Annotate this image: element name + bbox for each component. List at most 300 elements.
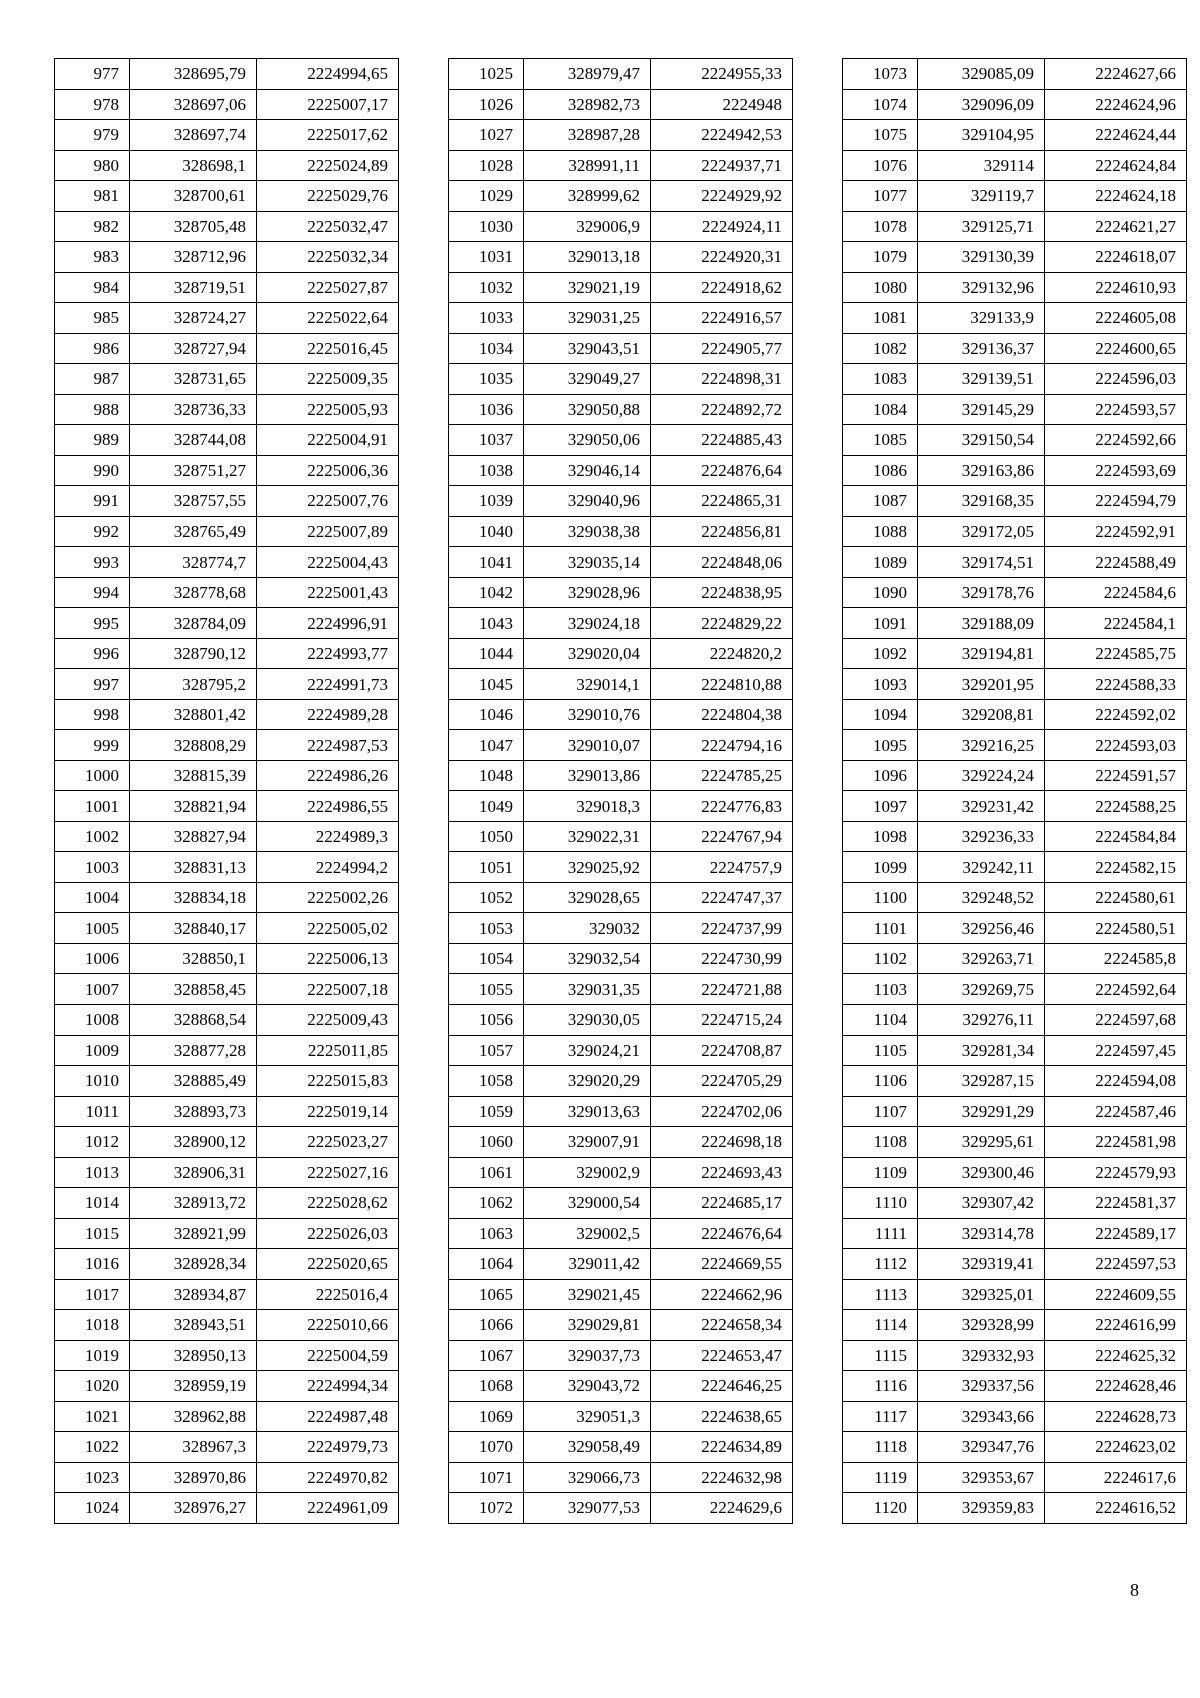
x-coordinate-cell: 328821,94 bbox=[130, 791, 257, 822]
x-coordinate-cell: 329287,15 bbox=[918, 1066, 1045, 1097]
table-row bbox=[55, 1249, 399, 1280]
table-row bbox=[449, 89, 793, 120]
table-row bbox=[449, 1096, 793, 1127]
point-number-cell: 1012 bbox=[55, 1127, 130, 1158]
table-row bbox=[843, 1096, 1187, 1127]
y-coordinate-cell: 2224776,83 bbox=[651, 791, 793, 822]
y-coordinate-cell: 2224702,06 bbox=[651, 1096, 793, 1127]
point-number-cell: 990 bbox=[55, 455, 130, 486]
table-row bbox=[55, 1157, 399, 1188]
table-row bbox=[449, 760, 793, 791]
x-coordinate-cell: 329010,76 bbox=[524, 699, 651, 730]
x-coordinate-cell: 328991,11 bbox=[524, 150, 651, 181]
x-coordinate-cell: 329024,21 bbox=[524, 1035, 651, 1066]
table-row bbox=[843, 1157, 1187, 1188]
x-coordinate-cell: 328979,47 bbox=[524, 59, 651, 90]
table-row bbox=[843, 1310, 1187, 1341]
y-coordinate-cell: 2224584,6 bbox=[1045, 577, 1187, 608]
point-number-cell: 984 bbox=[55, 272, 130, 303]
x-coordinate-cell: 328934,87 bbox=[130, 1279, 257, 1310]
x-coordinate-cell: 329035,14 bbox=[524, 547, 651, 578]
x-coordinate-cell: 329058,49 bbox=[524, 1432, 651, 1463]
x-coordinate-cell: 329011,42 bbox=[524, 1249, 651, 1280]
table-row bbox=[449, 181, 793, 212]
table-row bbox=[55, 1218, 399, 1249]
point-number-cell: 1079 bbox=[843, 242, 918, 273]
point-number-cell: 985 bbox=[55, 303, 130, 334]
table-row bbox=[843, 1493, 1187, 1524]
table-row bbox=[843, 1188, 1187, 1219]
x-coordinate-cell: 329007,91 bbox=[524, 1127, 651, 1158]
y-coordinate-cell: 2224955,33 bbox=[651, 59, 793, 90]
table-row bbox=[55, 150, 399, 181]
point-number-cell: 1075 bbox=[843, 120, 918, 151]
table-row bbox=[449, 486, 793, 517]
point-number-cell: 1091 bbox=[843, 608, 918, 639]
x-coordinate-cell: 329136,37 bbox=[918, 333, 1045, 364]
y-coordinate-cell: 2224624,96 bbox=[1045, 89, 1187, 120]
x-coordinate-cell: 328712,96 bbox=[130, 242, 257, 273]
point-number-cell: 1025 bbox=[449, 59, 524, 90]
table-row bbox=[55, 821, 399, 852]
point-number-cell: 1102 bbox=[843, 943, 918, 974]
point-number-cell: 997 bbox=[55, 669, 130, 700]
point-number-cell: 983 bbox=[55, 242, 130, 273]
coordinates-table-body bbox=[55, 59, 399, 1524]
table-row bbox=[55, 1401, 399, 1432]
point-number-cell: 1073 bbox=[843, 59, 918, 90]
coordinates-table-body bbox=[449, 59, 793, 1524]
point-number-cell: 1052 bbox=[449, 882, 524, 913]
point-number-cell: 1088 bbox=[843, 516, 918, 547]
point-number-cell: 1046 bbox=[449, 699, 524, 730]
table-row bbox=[55, 1310, 399, 1341]
table-row bbox=[449, 669, 793, 700]
point-number-cell: 1048 bbox=[449, 760, 524, 791]
x-coordinate-cell: 329269,75 bbox=[918, 974, 1045, 1005]
table-row bbox=[843, 882, 1187, 913]
y-coordinate-cell: 2224621,27 bbox=[1045, 211, 1187, 242]
point-number-cell: 1009 bbox=[55, 1035, 130, 1066]
x-coordinate-cell: 329132,96 bbox=[918, 272, 1045, 303]
y-coordinate-cell: 2224929,92 bbox=[651, 181, 793, 212]
point-number-cell: 1038 bbox=[449, 455, 524, 486]
point-number-cell: 978 bbox=[55, 89, 130, 120]
point-number-cell: 1059 bbox=[449, 1096, 524, 1127]
x-coordinate-cell: 329300,46 bbox=[918, 1157, 1045, 1188]
x-coordinate-cell: 328697,74 bbox=[130, 120, 257, 151]
table-row bbox=[55, 303, 399, 334]
point-number-cell: 1011 bbox=[55, 1096, 130, 1127]
y-coordinate-cell: 2224898,31 bbox=[651, 364, 793, 395]
table-row bbox=[843, 333, 1187, 364]
y-coordinate-cell: 2225006,36 bbox=[257, 455, 399, 486]
point-number-cell: 1080 bbox=[843, 272, 918, 303]
x-coordinate-cell: 328697,06 bbox=[130, 89, 257, 120]
point-number-cell: 991 bbox=[55, 486, 130, 517]
table-row bbox=[449, 913, 793, 944]
point-number-cell: 996 bbox=[55, 638, 130, 669]
x-coordinate-cell: 329276,11 bbox=[918, 1004, 1045, 1035]
x-coordinate-cell: 328913,72 bbox=[130, 1188, 257, 1219]
y-coordinate-cell: 2224605,08 bbox=[1045, 303, 1187, 334]
point-number-cell: 982 bbox=[55, 211, 130, 242]
table-row bbox=[55, 1462, 399, 1493]
table-row bbox=[843, 943, 1187, 974]
y-coordinate-cell: 2224804,38 bbox=[651, 699, 793, 730]
y-coordinate-cell: 2225024,89 bbox=[257, 150, 399, 181]
x-coordinate-cell: 329032,54 bbox=[524, 943, 651, 974]
x-coordinate-cell: 328705,48 bbox=[130, 211, 257, 242]
y-coordinate-cell: 2224609,55 bbox=[1045, 1279, 1187, 1310]
table-row bbox=[449, 1493, 793, 1524]
y-coordinate-cell: 2224676,64 bbox=[651, 1218, 793, 1249]
x-coordinate-cell: 329178,76 bbox=[918, 577, 1045, 608]
table-row bbox=[55, 913, 399, 944]
x-coordinate-cell: 329043,72 bbox=[524, 1371, 651, 1402]
table-row bbox=[843, 150, 1187, 181]
table-row bbox=[843, 608, 1187, 639]
table-row bbox=[55, 455, 399, 486]
y-coordinate-cell: 2224632,98 bbox=[651, 1462, 793, 1493]
y-coordinate-cell: 2224994,34 bbox=[257, 1371, 399, 1402]
point-number-cell: 1090 bbox=[843, 577, 918, 608]
y-coordinate-cell: 2224991,73 bbox=[257, 669, 399, 700]
table-row bbox=[843, 211, 1187, 242]
y-coordinate-cell: 2224596,03 bbox=[1045, 364, 1187, 395]
y-coordinate-cell: 2224600,65 bbox=[1045, 333, 1187, 364]
y-coordinate-cell: 2225026,03 bbox=[257, 1218, 399, 1249]
point-number-cell: 1035 bbox=[449, 364, 524, 395]
table-row bbox=[449, 547, 793, 578]
point-number-cell: 1003 bbox=[55, 852, 130, 883]
y-coordinate-cell: 2224987,48 bbox=[257, 1401, 399, 1432]
x-coordinate-cell: 329040,96 bbox=[524, 486, 651, 517]
y-coordinate-cell: 2225010,66 bbox=[257, 1310, 399, 1341]
table-row bbox=[449, 1218, 793, 1249]
point-number-cell: 1060 bbox=[449, 1127, 524, 1158]
table-row bbox=[843, 455, 1187, 486]
y-coordinate-cell: 2224757,9 bbox=[651, 852, 793, 883]
table-row bbox=[449, 577, 793, 608]
x-coordinate-cell: 329359,83 bbox=[918, 1493, 1045, 1524]
point-number-cell: 1120 bbox=[843, 1493, 918, 1524]
y-coordinate-cell: 2224662,96 bbox=[651, 1279, 793, 1310]
point-number-cell: 1053 bbox=[449, 913, 524, 944]
y-coordinate-cell: 2224594,79 bbox=[1045, 486, 1187, 517]
y-coordinate-cell: 2224588,33 bbox=[1045, 669, 1187, 700]
coordinates-table-body bbox=[843, 59, 1187, 1524]
table-row bbox=[843, 547, 1187, 578]
point-number-cell: 1085 bbox=[843, 425, 918, 456]
y-coordinate-cell: 2225022,64 bbox=[257, 303, 399, 334]
point-number-cell: 1070 bbox=[449, 1432, 524, 1463]
table-row bbox=[449, 943, 793, 974]
point-number-cell: 1018 bbox=[55, 1310, 130, 1341]
x-coordinate-cell: 329353,67 bbox=[918, 1462, 1045, 1493]
table-row bbox=[55, 608, 399, 639]
point-number-cell: 1106 bbox=[843, 1066, 918, 1097]
x-coordinate-cell: 329025,92 bbox=[524, 852, 651, 883]
x-coordinate-cell: 329347,76 bbox=[918, 1432, 1045, 1463]
x-coordinate-cell: 329133,9 bbox=[918, 303, 1045, 334]
point-number-cell: 1006 bbox=[55, 943, 130, 974]
x-coordinate-cell: 328784,09 bbox=[130, 608, 257, 639]
y-coordinate-cell: 2225001,43 bbox=[257, 577, 399, 608]
table-row bbox=[843, 577, 1187, 608]
point-number-cell: 1002 bbox=[55, 821, 130, 852]
x-coordinate-cell: 329038,38 bbox=[524, 516, 651, 547]
x-coordinate-cell: 328795,2 bbox=[130, 669, 257, 700]
y-coordinate-cell: 2224920,31 bbox=[651, 242, 793, 273]
y-coordinate-cell: 2224829,22 bbox=[651, 608, 793, 639]
point-number-cell: 1081 bbox=[843, 303, 918, 334]
table-row bbox=[449, 638, 793, 669]
y-coordinate-cell: 2224986,26 bbox=[257, 760, 399, 791]
y-coordinate-cell: 2224715,24 bbox=[651, 1004, 793, 1035]
point-number-cell: 1118 bbox=[843, 1432, 918, 1463]
point-number-cell: 977 bbox=[55, 59, 130, 90]
coordinates-table-1 bbox=[54, 58, 399, 1524]
x-coordinate-cell: 329145,29 bbox=[918, 394, 1045, 425]
y-coordinate-cell: 2224616,52 bbox=[1045, 1493, 1187, 1524]
x-coordinate-cell: 328999,62 bbox=[524, 181, 651, 212]
y-coordinate-cell: 2224721,88 bbox=[651, 974, 793, 1005]
x-coordinate-cell: 329030,05 bbox=[524, 1004, 651, 1035]
y-coordinate-cell: 2224993,77 bbox=[257, 638, 399, 669]
table-row bbox=[55, 1127, 399, 1158]
table-row bbox=[55, 120, 399, 151]
y-coordinate-cell: 2224592,91 bbox=[1045, 516, 1187, 547]
y-coordinate-cell: 2224924,11 bbox=[651, 211, 793, 242]
point-number-cell: 1074 bbox=[843, 89, 918, 120]
point-number-cell: 1013 bbox=[55, 1157, 130, 1188]
point-number-cell: 1097 bbox=[843, 791, 918, 822]
x-coordinate-cell: 329172,05 bbox=[918, 516, 1045, 547]
x-coordinate-cell: 329043,51 bbox=[524, 333, 651, 364]
table-row bbox=[449, 608, 793, 639]
table-row bbox=[55, 791, 399, 822]
table-row bbox=[55, 211, 399, 242]
y-coordinate-cell: 2224848,06 bbox=[651, 547, 793, 578]
x-coordinate-cell: 329013,18 bbox=[524, 242, 651, 273]
y-coordinate-cell: 2225002,26 bbox=[257, 882, 399, 913]
point-number-cell: 1096 bbox=[843, 760, 918, 791]
x-coordinate-cell: 329014,1 bbox=[524, 669, 651, 700]
point-number-cell: 1000 bbox=[55, 760, 130, 791]
table-row bbox=[55, 852, 399, 883]
y-coordinate-cell: 2224658,34 bbox=[651, 1310, 793, 1341]
table-row bbox=[449, 364, 793, 395]
point-number-cell: 1086 bbox=[843, 455, 918, 486]
table-row bbox=[449, 120, 793, 151]
y-coordinate-cell: 2224592,64 bbox=[1045, 974, 1187, 1005]
y-coordinate-cell: 2224918,62 bbox=[651, 272, 793, 303]
table-row bbox=[449, 974, 793, 1005]
y-coordinate-cell: 2225004,59 bbox=[257, 1340, 399, 1371]
y-coordinate-cell: 2224617,6 bbox=[1045, 1462, 1187, 1493]
y-coordinate-cell: 2224979,73 bbox=[257, 1432, 399, 1463]
x-coordinate-cell: 328868,54 bbox=[130, 1004, 257, 1035]
table-row bbox=[55, 1004, 399, 1035]
y-coordinate-cell: 2224580,61 bbox=[1045, 882, 1187, 913]
y-coordinate-cell: 2224589,17 bbox=[1045, 1218, 1187, 1249]
x-coordinate-cell: 329328,99 bbox=[918, 1310, 1045, 1341]
table-row bbox=[55, 59, 399, 90]
table-row bbox=[449, 150, 793, 181]
x-coordinate-cell: 329242,11 bbox=[918, 852, 1045, 883]
table-row bbox=[843, 486, 1187, 517]
x-coordinate-cell: 329018,3 bbox=[524, 791, 651, 822]
y-coordinate-cell: 2224994,2 bbox=[257, 852, 399, 883]
point-number-cell: 986 bbox=[55, 333, 130, 364]
table-row bbox=[449, 272, 793, 303]
point-number-cell: 1103 bbox=[843, 974, 918, 1005]
y-coordinate-cell: 2224970,82 bbox=[257, 1462, 399, 1493]
y-coordinate-cell: 2224591,57 bbox=[1045, 760, 1187, 791]
table-row bbox=[843, 730, 1187, 761]
y-coordinate-cell: 2224581,98 bbox=[1045, 1127, 1187, 1158]
point-number-cell: 1037 bbox=[449, 425, 524, 456]
table-row bbox=[449, 1249, 793, 1280]
x-coordinate-cell: 328943,51 bbox=[130, 1310, 257, 1341]
table-row bbox=[55, 760, 399, 791]
point-number-cell: 1109 bbox=[843, 1157, 918, 1188]
y-coordinate-cell: 2224634,89 bbox=[651, 1432, 793, 1463]
table-row bbox=[449, 394, 793, 425]
y-coordinate-cell: 2225006,13 bbox=[257, 943, 399, 974]
y-coordinate-cell: 2225009,43 bbox=[257, 1004, 399, 1035]
x-coordinate-cell: 328724,27 bbox=[130, 303, 257, 334]
x-coordinate-cell: 329028,96 bbox=[524, 577, 651, 608]
y-coordinate-cell: 2224989,3 bbox=[257, 821, 399, 852]
y-coordinate-cell: 2225007,89 bbox=[257, 516, 399, 547]
y-coordinate-cell: 2224892,72 bbox=[651, 394, 793, 425]
point-number-cell: 1065 bbox=[449, 1279, 524, 1310]
table-row bbox=[843, 1218, 1187, 1249]
table-row bbox=[843, 821, 1187, 852]
point-number-cell: 1023 bbox=[55, 1462, 130, 1493]
y-coordinate-cell: 2225016,45 bbox=[257, 333, 399, 364]
x-coordinate-cell: 328987,28 bbox=[524, 120, 651, 151]
table-row bbox=[843, 1035, 1187, 1066]
y-coordinate-cell: 2224584,1 bbox=[1045, 608, 1187, 639]
y-coordinate-cell: 2224582,15 bbox=[1045, 852, 1187, 883]
table-row bbox=[843, 1127, 1187, 1158]
y-coordinate-cell: 2224989,28 bbox=[257, 699, 399, 730]
x-coordinate-cell: 329020,04 bbox=[524, 638, 651, 669]
table-row bbox=[55, 943, 399, 974]
y-coordinate-cell: 2224579,93 bbox=[1045, 1157, 1187, 1188]
point-number-cell: 1061 bbox=[449, 1157, 524, 1188]
table-row bbox=[449, 1310, 793, 1341]
y-coordinate-cell: 2224669,55 bbox=[651, 1249, 793, 1280]
x-coordinate-cell: 328698,1 bbox=[130, 150, 257, 181]
x-coordinate-cell: 328840,17 bbox=[130, 913, 257, 944]
point-number-cell: 1054 bbox=[449, 943, 524, 974]
point-number-cell: 987 bbox=[55, 364, 130, 395]
y-coordinate-cell: 2224785,25 bbox=[651, 760, 793, 791]
point-number-cell: 1115 bbox=[843, 1340, 918, 1371]
y-coordinate-cell: 2225005,02 bbox=[257, 913, 399, 944]
point-number-cell: 1108 bbox=[843, 1127, 918, 1158]
point-number-cell: 1050 bbox=[449, 821, 524, 852]
y-coordinate-cell: 2224585,75 bbox=[1045, 638, 1187, 669]
table-row bbox=[843, 1340, 1187, 1371]
point-number-cell: 1024 bbox=[55, 1493, 130, 1524]
point-number-cell: 1084 bbox=[843, 394, 918, 425]
table-row bbox=[55, 181, 399, 212]
y-coordinate-cell: 2224585,8 bbox=[1045, 943, 1187, 974]
table-row bbox=[55, 638, 399, 669]
y-coordinate-cell: 2224987,53 bbox=[257, 730, 399, 761]
y-coordinate-cell: 2225019,14 bbox=[257, 1096, 399, 1127]
x-coordinate-cell: 328970,86 bbox=[130, 1462, 257, 1493]
x-coordinate-cell: 329037,73 bbox=[524, 1340, 651, 1371]
y-coordinate-cell: 2225009,35 bbox=[257, 364, 399, 395]
y-coordinate-cell: 2224730,99 bbox=[651, 943, 793, 974]
table-row bbox=[449, 699, 793, 730]
table-row bbox=[449, 1462, 793, 1493]
x-coordinate-cell: 329013,86 bbox=[524, 760, 651, 791]
y-coordinate-cell: 2224646,25 bbox=[651, 1371, 793, 1402]
x-coordinate-cell: 329168,35 bbox=[918, 486, 1045, 517]
x-coordinate-cell: 329188,09 bbox=[918, 608, 1045, 639]
point-number-cell: 1001 bbox=[55, 791, 130, 822]
y-coordinate-cell: 2224810,88 bbox=[651, 669, 793, 700]
y-coordinate-cell: 2225017,62 bbox=[257, 120, 399, 151]
y-coordinate-cell: 2224628,73 bbox=[1045, 1401, 1187, 1432]
table-row bbox=[449, 59, 793, 90]
table-row bbox=[449, 1279, 793, 1310]
x-coordinate-cell: 329051,3 bbox=[524, 1401, 651, 1432]
x-coordinate-cell: 329020,29 bbox=[524, 1066, 651, 1097]
table-row bbox=[843, 1401, 1187, 1432]
y-coordinate-cell: 2224693,43 bbox=[651, 1157, 793, 1188]
table-row bbox=[449, 1127, 793, 1158]
point-number-cell: 1056 bbox=[449, 1004, 524, 1035]
x-coordinate-cell: 328982,73 bbox=[524, 89, 651, 120]
y-coordinate-cell: 2225027,87 bbox=[257, 272, 399, 303]
table-row bbox=[843, 669, 1187, 700]
x-coordinate-cell: 329194,81 bbox=[918, 638, 1045, 669]
y-coordinate-cell: 2224737,99 bbox=[651, 913, 793, 944]
x-coordinate-cell: 329130,39 bbox=[918, 242, 1045, 273]
point-number-cell: 1110 bbox=[843, 1188, 918, 1219]
table-row bbox=[843, 760, 1187, 791]
table-row bbox=[449, 821, 793, 852]
point-number-cell: 1119 bbox=[843, 1462, 918, 1493]
x-coordinate-cell: 328778,68 bbox=[130, 577, 257, 608]
point-number-cell: 1066 bbox=[449, 1310, 524, 1341]
table-row bbox=[55, 699, 399, 730]
table-row bbox=[843, 181, 1187, 212]
x-coordinate-cell: 329002,9 bbox=[524, 1157, 651, 1188]
y-coordinate-cell: 2224624,84 bbox=[1045, 150, 1187, 181]
table-row bbox=[843, 1066, 1187, 1097]
x-coordinate-cell: 328808,29 bbox=[130, 730, 257, 761]
x-coordinate-cell: 329224,24 bbox=[918, 760, 1045, 791]
x-coordinate-cell: 329104,95 bbox=[918, 120, 1045, 151]
x-coordinate-cell: 329150,54 bbox=[918, 425, 1045, 456]
x-coordinate-cell: 328967,3 bbox=[130, 1432, 257, 1463]
y-coordinate-cell: 2224794,16 bbox=[651, 730, 793, 761]
y-coordinate-cell: 2225007,17 bbox=[257, 89, 399, 120]
x-coordinate-cell: 329031,35 bbox=[524, 974, 651, 1005]
y-coordinate-cell: 2224996,91 bbox=[257, 608, 399, 639]
y-coordinate-cell: 2224747,37 bbox=[651, 882, 793, 913]
x-coordinate-cell: 329174,51 bbox=[918, 547, 1045, 578]
